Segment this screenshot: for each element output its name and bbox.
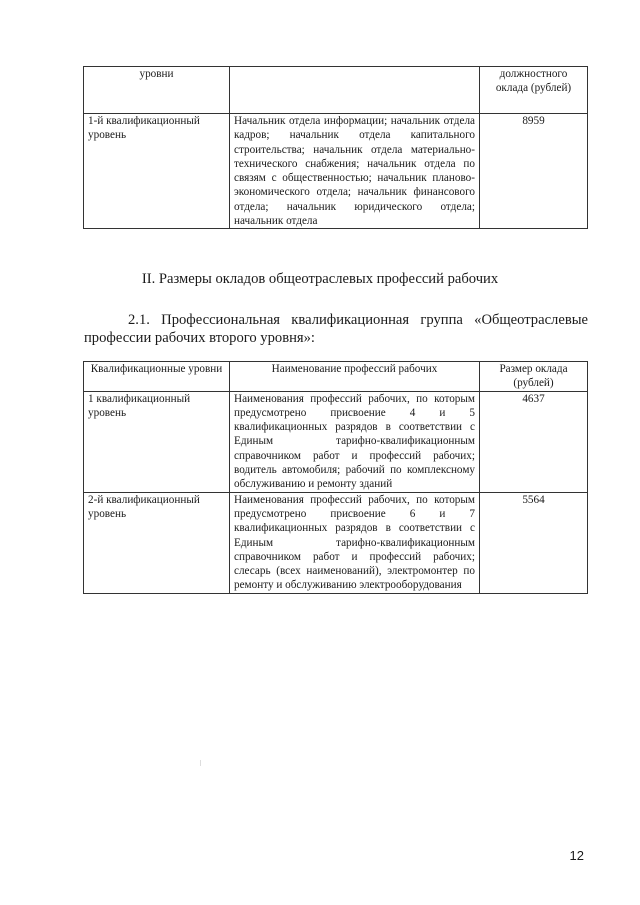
page-number: 12 bbox=[569, 848, 584, 863]
table-row bbox=[84, 114, 588, 229]
scan-speck bbox=[200, 760, 201, 766]
salary-table-managers bbox=[83, 66, 588, 229]
salary-table-workers bbox=[83, 361, 588, 594]
level-cell: 1-й квалификационный уровень bbox=[84, 114, 230, 229]
subsection-paragraph: 2.1. Профессиональная квалификационная группа «Общеотраслевые профессии рабочих второго уровня»: bbox=[84, 312, 588, 346]
salary-cell: 5564 bbox=[480, 492, 588, 593]
header-cell-levels: уровни bbox=[84, 67, 230, 114]
salary-cell: 4637 bbox=[480, 391, 588, 492]
level-cell: 2-й квалификационный уровень bbox=[84, 492, 230, 593]
header-cell-salary: Размер оклада (рублей) bbox=[480, 362, 588, 392]
table-row bbox=[84, 391, 588, 492]
header-cell-professions: Наименование профессий рабочих bbox=[230, 362, 480, 392]
table-row bbox=[84, 492, 588, 593]
section-heading: II. Размеры окладов общеотраслевых профессий рабочих bbox=[141, 271, 499, 287]
professions-cell: Наименования профессий рабочих, по которым предусмотрено присвоение 6 и 7 квалификационных разрядов в соответствии с Единым тарифно-квалификационным справочником работ и профессий рабочих; слесарь (всех наименований), электромонтер по ремонту и обслуживанию электрооборудования bbox=[230, 492, 480, 593]
header-cell-levels: Квалификационные уровни bbox=[84, 362, 230, 392]
header-cell-positions bbox=[230, 67, 480, 114]
table-header-row bbox=[84, 362, 588, 392]
level-cell: 1 квалификационный уровень bbox=[84, 391, 230, 492]
header-cell-salary: должностного оклада (рублей) bbox=[480, 67, 588, 114]
positions-cell: Начальник отдела информации; начальник отдела кадров; начальник отдела капитального строительства; начальник отдела материально-технического снабжения; начальник отдела по связям с общественностью; начальник планово-экономического отдела; начальник финансового отдела; начальник юридического отдела; начальник отдела bbox=[230, 114, 480, 229]
professions-cell: Наименования профессий рабочих, по которым предусмотрено присвоение 4 и 5 квалификационных разрядов в соответствии с Единым тарифно-квалификационным справочником работ и профессий рабочих; водитель автомобиля; рабочий по комплексному обслуживанию и ремонту зданий bbox=[230, 391, 480, 492]
salary-cell: 8959 bbox=[480, 114, 588, 229]
table-header-row bbox=[84, 67, 588, 114]
